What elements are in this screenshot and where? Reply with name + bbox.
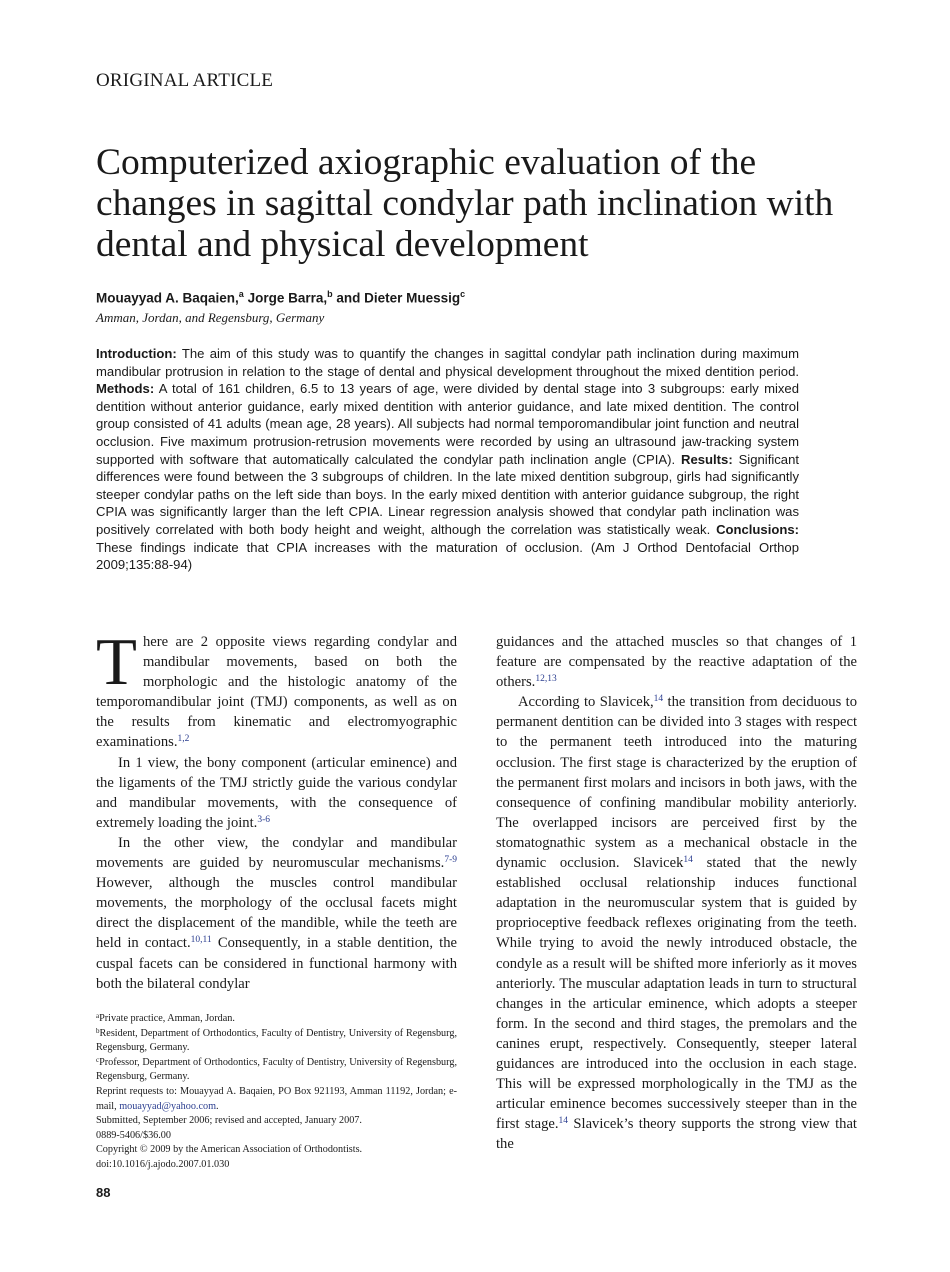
footnote: $^c$Professor, Department of Orthodontics, Faculty of Dentistry, University of Regensburg, Regensburg, Germany. bbox=[96, 1055, 457, 1083]
citation-link[interactable]: 14 bbox=[558, 1116, 569, 1127]
body-column-right bbox=[496, 632, 857, 1154]
citation-link[interactable]: 7-9 bbox=[444, 855, 457, 866]
affiliation: Amman, Jordan, and Regensburg, Germany bbox=[96, 310, 325, 325]
body-paragraph: According to Slavicek,$^{14}$ the transition from deciduous to permanent dentition can be divided into 3 stages with respect to the permanent teeth introduced into the maturing occlusion. The first stage is characterized by the eruption of the permanent first molars and incisors in both jaws, with the consequence of confining mandibular mobility anteriorly. The overlapped incisors are perceived first by the stomatognathic system as a mechanical obstacle in the dynamic occlusion. Slavicek$^{14}$ stated that the newly established occlusal relationship induces functional adaptation in the neuromuscular system that is guided by proprioceptive feedback reflexes originating from the teeth. While trying to avoid the newly introduced obstacle, the condyle as a result will be shifted more inferiorly as it moves anteriorly. The muscular adaptation leads in turn to structural changes in the articular eminence, which adopts a steeper form. In the second and third stages, the premolars and the canines erupt, respectively. Consequently, steeper lateral guidances are introduced into the occlusion in each stage. This will be expressed morphologically in the TMJ as the articular eminence becomes successively steeper than in the first stage.$^{14}$ Slavicek’s theory supports the strong view that the bbox=[496, 694, 857, 1153]
author-affiliation-mark: a bbox=[238, 289, 244, 299]
issn: 0889-5406/$36.00 bbox=[96, 1129, 171, 1141]
author-affiliation-mark: c bbox=[460, 289, 466, 299]
body-paragraph: In the other view, the condylar and mandibular movements are guided by neuromuscular mechanisms.$^{7-9}$ However, although the muscles control mandibular movements, the morphology of the occlusal facets might direct the displacement of the mandible, while the teeth are held in contact.$^{10,11}$ Consequently, in a stable dentition, the cuspal facets can be considered in functional harmony with both the bilateral condylar bbox=[96, 834, 457, 992]
page-number: 88 bbox=[96, 1185, 111, 1200]
abstract-results-text: Significant differences were found between the 3 subgroups of children. In the late mixed dentition subgroup, girls had significantly steeper condylar paths on the left side than boys. In the early mixed dentition with anterior guidance subgroup, the right CPIA was significantly larger than the left CPIA. Linear regression analysis showed that condylar path inclination was positively correlated with both body height and weight, although the correlation was statistically weak. bbox=[96, 451, 799, 537]
body-column-left bbox=[96, 625, 457, 994]
citation-link[interactable]: 3-6 bbox=[257, 814, 270, 825]
abstract-intro-label: Introduction: bbox=[96, 346, 177, 361]
author-name: Mouayyad A. Baqaien, bbox=[96, 290, 239, 306]
article-title: Computerized axiographic evaluation of the changes in sagittal condylar path inclination with dental and physical development bbox=[96, 142, 834, 265]
abstract-conclusions-label: Conclusions: bbox=[716, 521, 799, 537]
abstract-conclusions-text: These findings indicate that CPIA increases with the maturation of occlusion. (Am J Orthod Dentofacial Orthop 2009;135:88-94) bbox=[96, 539, 799, 573]
abstract-methods-text: A total of 161 children, 6.5 to 13 years of age, were divided by dental stage into 3 subgroups: early mixed dentition without anterior guidance, early mixed dentition with anterior guidance, and late mixed dentition. The control group consisted of 41 adults (mean age, 28 years). All subjects had normal temporomandibular joint function and neutral occlusion. Five maximum protrusion-retrusion movements were recorded by using an ultrasound jaw-tracking system supported with software that automatically calculated the condylar path inclination angle (CPIA). bbox=[96, 381, 799, 467]
citation-link[interactable]: 14 bbox=[653, 694, 664, 705]
citation-link[interactable]: 1,2 bbox=[177, 734, 190, 745]
author-affiliation-mark: b bbox=[327, 289, 333, 299]
citation-link[interactable]: 14 bbox=[683, 855, 693, 866]
abstract bbox=[96, 345, 799, 574]
author-name: and Dieter Muessig bbox=[336, 290, 461, 306]
submission-dates: Submitted, September 2006; revised and accepted, January 2007. bbox=[96, 1115, 362, 1127]
footnote: $^a$Private practice, Amman, Jordan. bbox=[96, 1012, 235, 1024]
citation-link[interactable]: 10,11 bbox=[190, 935, 212, 946]
abstract-intro-text: The aim of this study was to quantify the changes in sagittal condylar path inclination during maximum mandibular protrusion in relation to the stage of dental and physical development throughout the mixed dentition period. bbox=[96, 346, 799, 379]
footnote: $^b$Resident, Department of Orthodontics, Faculty of Dentistry, University of Regensburg, Regensburg, Germany. bbox=[96, 1026, 457, 1054]
reprint-request: Reprint requests to: Mouayyad A. Baqaien, PO Box 921193, Amman 11192, Jordan; e-mail, mouayyad@yahoo.com. bbox=[96, 1085, 457, 1112]
abstract-methods-label: Methods: bbox=[96, 381, 155, 397]
section-label: ORIGINAL ARTICLE bbox=[96, 70, 274, 91]
author-name: Jorge Barra, bbox=[247, 290, 328, 306]
email-link[interactable]: mouayyad@yahoo.com bbox=[119, 1100, 217, 1112]
body-paragraph: guidances and the attached muscles so that changes of 1 feature are compensated by the reactive adaptation of the others.$^{12,13}$ bbox=[496, 634, 857, 691]
citation-link[interactable]: 12,13 bbox=[535, 674, 557, 685]
abstract-results-label: Results: bbox=[681, 451, 733, 467]
body-paragraph: There are 2 opposite views regarding condylar and mandibular movements, based on both the morphologic and the histologic anatomy of the temporomandibular joint (TMJ) components, as well as on the results from kinematic and electromyographic examinations.$^{1,2}$ bbox=[96, 625, 457, 751]
author-list bbox=[96, 289, 465, 306]
drop-cap: T bbox=[96, 625, 137, 699]
body-paragraph: In 1 view, the bony component (articular eminence) and the ligaments of the TMJ strictly guide the various condylar and mandibular movements, with the consequence of extremely loading the joint.$^{3-6}$ bbox=[96, 754, 457, 831]
footnotes bbox=[96, 1012, 457, 1173]
copyright: Copyright © 2009 by the American Association of Orthodontists. bbox=[96, 1144, 363, 1156]
doi: doi:10.1016/j.ajodo.2007.01.030 bbox=[96, 1158, 230, 1170]
